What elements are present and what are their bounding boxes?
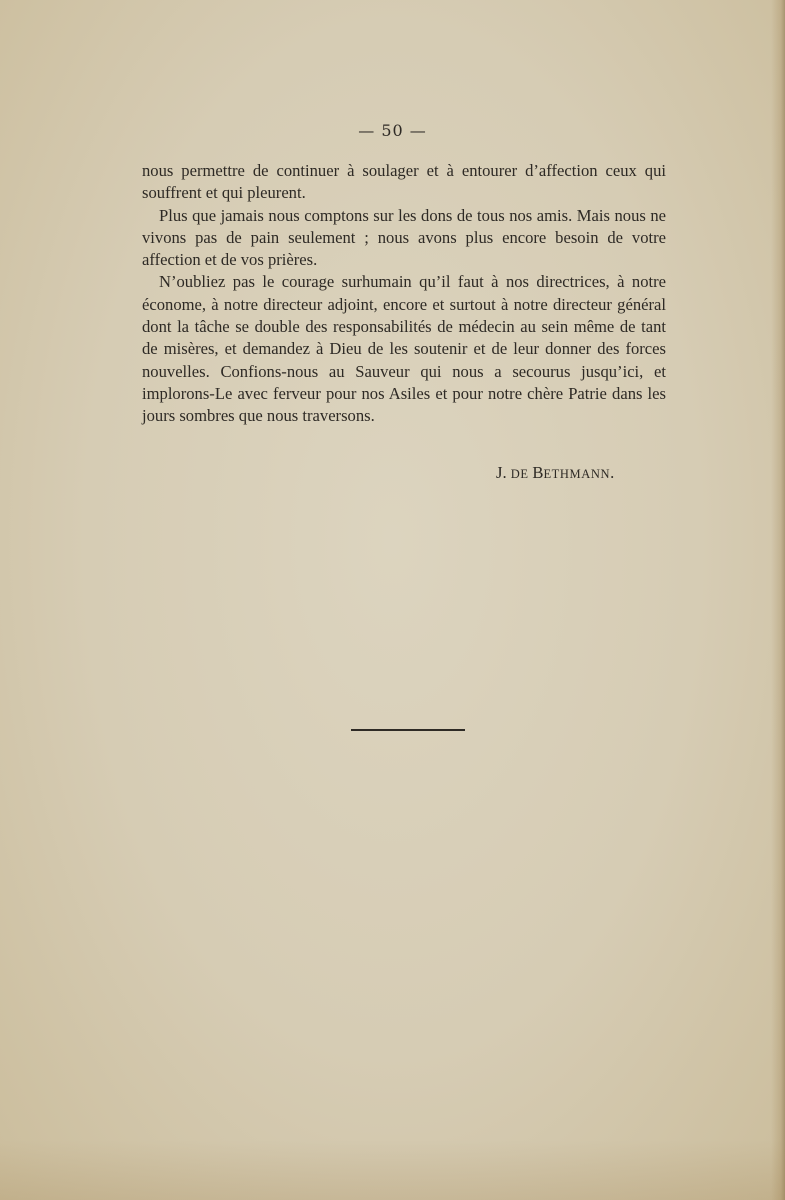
paragraph-2: Plus que jamais nous comptons sur les dons de tous nos amis. Mais nous ne vivons pas de pain seulement ; nous avons plus encore besoin de votre affection et de vos prières. [142,205,666,270]
signature [496,463,696,483]
separator-rule [351,729,465,731]
signature-particle: DE [510,467,533,481]
paper-edge-right [771,0,785,1200]
signature-initial: J. [496,463,511,482]
body-text [142,160,666,428]
paragraph-3: N’oubliez pas le courage surhumain qu’il faut à nos directrices, à notre économe, à notre directeur adjoint, encore et surtout à notre directeur général dont la tâche se double des responsabilités de médecin au sein même de tant de misères, et demandez à Dieu de les soutenir et de leur donner des forces nouvelles. Confions-nous au Sauveur qui nous a secourus jusqu’ici, et implorons-Le avec ferveur pour nos Asiles et pour notre chère Patrie dans les jours sombres que nous traversons. [142,272,666,426]
signature-end: . [610,463,615,482]
paper-edge-bottom [0,1140,785,1200]
page-number: — 50 — [358,121,427,140]
signature-surname-rest: ETHMANN [543,467,611,481]
paragraph-1: nous permettre de continuer à soulager et à entourer d’affection ceux qui souffrent et qui pleurent. [142,161,666,203]
signature-surname-initial: B [532,463,544,482]
